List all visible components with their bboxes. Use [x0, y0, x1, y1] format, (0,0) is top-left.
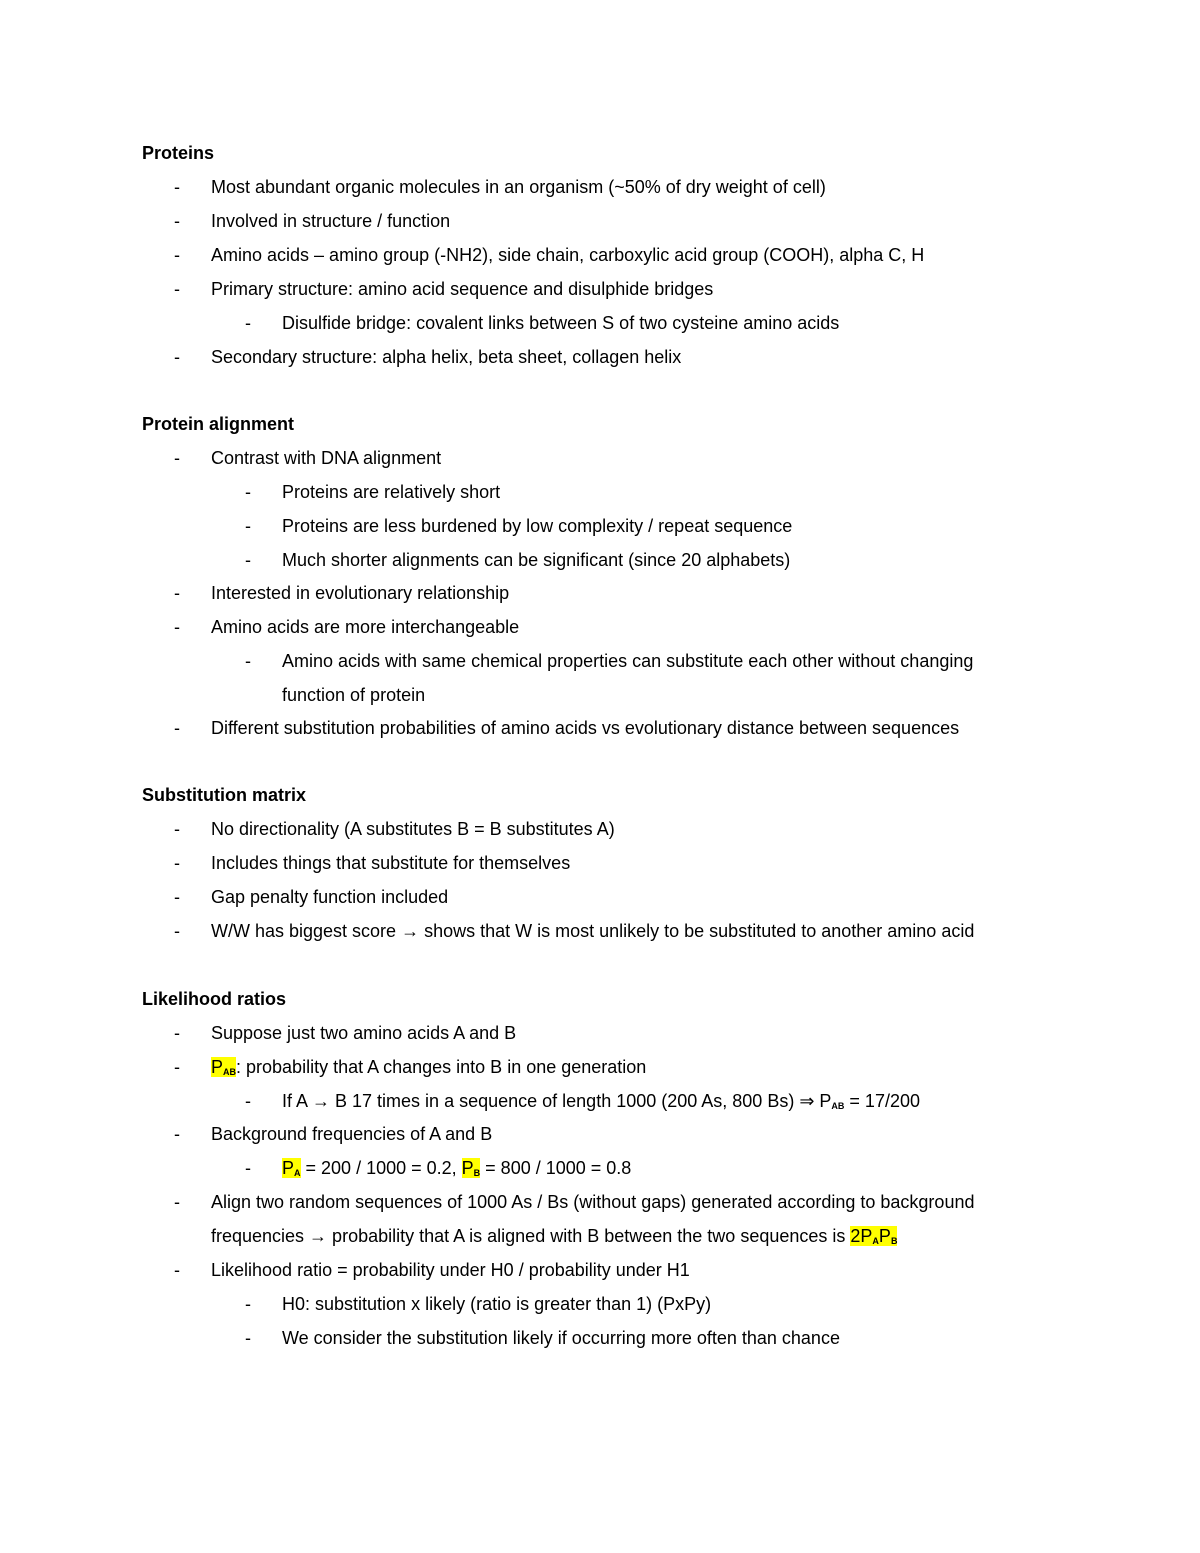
sub-bullet-dash: -	[245, 651, 251, 671]
bullet-dash: -	[174, 718, 180, 738]
sub-list-item	[282, 1151, 631, 1185]
subscript-ab: AB	[223, 1067, 237, 1077]
subscript-a: A	[294, 1168, 301, 1178]
list-item: Likelihood ratio = probability under H0 / probability under H1	[211, 1260, 690, 1280]
bullet-dash: -	[174, 921, 180, 941]
highlighted-symbol-pb	[462, 1158, 481, 1178]
sub-list-item: Amino acids with same chemical properties can substitute each other without changing	[282, 651, 974, 671]
list-item: Suppose just two amino acids A and B	[211, 1023, 517, 1043]
bullet-dash: -	[174, 583, 180, 603]
subscript-ab: AB	[831, 1101, 845, 1111]
list-item: No directionality (A substitutes B = B substitutes A)	[211, 819, 615, 839]
sub-list-item: Disulfide bridge: covalent links between S of two cysteine amino acids	[282, 313, 840, 333]
sub-bullet-dash: -	[245, 550, 251, 570]
list-item: Primary structure: amino acid sequence and disulphide bridges	[211, 279, 714, 299]
sub-bullet-dash: -	[245, 482, 251, 502]
list-item-continuation-text: frequencies → probability that A is aligned with B between the two sequences is	[211, 1226, 851, 1246]
list-item	[211, 1050, 646, 1084]
sub-list-item: Much shorter alignments can be significant (since 20 alphabets)	[282, 550, 791, 570]
sub-bullet-dash: -	[245, 516, 251, 536]
section-heading-proteins: Proteins	[142, 143, 215, 163]
section-heading-likelihood-ratios: Likelihood ratios	[142, 989, 287, 1009]
sub-bullet-dash: -	[245, 1328, 251, 1348]
list-item: Amino acids – amino group (-NH2), side chain, carboxylic acid group (COOH), alpha C, H	[211, 245, 925, 265]
highlighted-formula	[850, 1226, 897, 1246]
bullet-dash: -	[174, 245, 180, 265]
list-item: Includes things that substitute for themselves	[211, 853, 571, 873]
sub-bullet-dash: -	[245, 1294, 251, 1314]
bullet-dash: -	[174, 1192, 180, 1212]
bullet-dash: -	[174, 1124, 180, 1144]
list-item: Gap penalty function included	[211, 887, 449, 907]
sub-bullet-dash: -	[245, 1091, 251, 1111]
list-item: Contrast with DNA alignment	[211, 448, 442, 468]
sub-list-item-text: If A → B 17 times in a sequence of length 1000 (200 As, 800 Bs) ⇒ P	[282, 1091, 832, 1111]
list-item: Most abundant organic molecules in an organism (~50% of dry weight of cell)	[211, 177, 826, 197]
highlighted-symbol-pab	[211, 1057, 236, 1077]
sub-bullet-dash: -	[245, 313, 251, 333]
list-item: Background frequencies of A and B	[211, 1124, 493, 1144]
section-heading-protein-alignment: Protein alignment	[142, 414, 295, 434]
highlighted-symbol-pa	[282, 1158, 301, 1178]
formula-2p: 2P	[850, 1226, 873, 1246]
symbol-p: P	[211, 1057, 224, 1077]
subscript-b: B	[890, 1236, 898, 1246]
bullet-dash: -	[174, 279, 180, 299]
list-item: Amino acids are more interchangeable	[211, 617, 520, 637]
list-item: Different substitution probabilities of amino acids vs evolutionary distance between sequences	[211, 718, 960, 738]
sub-bullet-dash: -	[245, 1158, 251, 1178]
sub-list-item: Proteins are relatively short	[282, 482, 501, 502]
symbol-p: P	[461, 1158, 474, 1178]
subscript-b: B	[473, 1168, 481, 1178]
bullet-dash: -	[174, 211, 180, 231]
sub-list-item-text: = 200 / 1000 = 0.2,	[300, 1158, 462, 1178]
sub-list-item: Proteins are less burdened by low complexity / repeat sequence	[282, 516, 793, 536]
list-item: W/W has biggest score → shows that W is most unlikely to be substituted to another amino acid	[211, 921, 975, 941]
bullet-dash: -	[174, 887, 180, 907]
sub-list-item: H0: substitution x likely (ratio is greater than 1) (PxPy)	[282, 1294, 712, 1314]
list-item: Involved in structure / function	[211, 211, 451, 231]
sub-list-item-tail: = 17/200	[844, 1091, 920, 1111]
bullet-dash: -	[174, 448, 180, 468]
bullet-dash: -	[174, 177, 180, 197]
list-item: Interested in evolutionary relationship	[211, 583, 510, 603]
list-item-continuation	[211, 1219, 897, 1253]
bullet-dash: -	[174, 1023, 180, 1043]
formula-p: P	[878, 1226, 891, 1246]
sub-list-item-tail: = 800 / 1000 = 0.8	[480, 1158, 632, 1178]
list-item: Align two random sequences of 1000 As / Bs (without gaps) generated according to background	[211, 1192, 975, 1212]
bullet-dash: -	[174, 347, 180, 367]
sub-list-item	[282, 1084, 920, 1118]
symbol-p: P	[282, 1158, 295, 1178]
sub-list-item-continuation: function of protein	[282, 685, 426, 705]
list-item-text: : probability that A changes into B in one generation	[236, 1057, 647, 1077]
section-heading-substitution-matrix: Substitution matrix	[142, 785, 307, 805]
bullet-dash: -	[174, 1260, 180, 1280]
bullet-dash: -	[174, 819, 180, 839]
subscript-a: A	[872, 1236, 879, 1246]
bullet-dash: -	[174, 853, 180, 873]
list-item: Secondary structure: alpha helix, beta sheet, collagen helix	[211, 347, 682, 367]
sub-list-item: We consider the substitution likely if occurring more often than chance	[282, 1328, 840, 1348]
bullet-dash: -	[174, 1057, 180, 1077]
bullet-dash: -	[174, 617, 180, 637]
